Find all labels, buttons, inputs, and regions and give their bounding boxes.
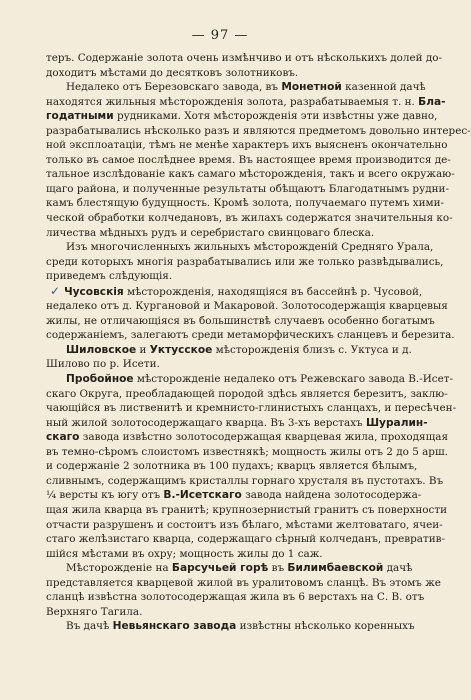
text-run: среди которыхъ многія разрабатывались или же только развѣдывались, bbox=[46, 255, 444, 268]
text-run: жилы, не отличающіяся въ большинствѣ случаевъ особенно богатымъ bbox=[46, 314, 435, 327]
text-run: Шилово по р. Исети. bbox=[46, 358, 160, 371]
text-line bbox=[46, 255, 444, 270]
text-line bbox=[46, 605, 394, 620]
text-line bbox=[46, 619, 415, 634]
text-line bbox=[46, 328, 455, 343]
text-run: доходитъ мѣстами до десятковъ золотниковъ. bbox=[46, 66, 299, 79]
text-line bbox=[46, 474, 444, 489]
text-line bbox=[46, 416, 428, 431]
text-line bbox=[46, 182, 449, 197]
place-name: Чусовскія bbox=[64, 285, 124, 298]
place-name: Шуралин- bbox=[365, 416, 428, 429]
text-run: завода найдена золотосодержа- bbox=[241, 489, 422, 502]
text-run: недалеко отъ д. Кургановой и Макаровой. Золотосодержащія кварцевыя bbox=[46, 300, 448, 313]
text-line bbox=[46, 299, 448, 314]
text-line bbox=[46, 357, 394, 372]
text-line bbox=[46, 576, 441, 591]
place-name: скаго bbox=[46, 431, 80, 444]
place-name: Монетной bbox=[281, 81, 342, 94]
text-line bbox=[46, 314, 435, 329]
text-run: дачѣ bbox=[383, 562, 413, 575]
text-run: щая жила кварца въ гранитѣ; крупнозернистый гранитъ съ поверхности bbox=[46, 503, 448, 516]
text-line bbox=[46, 51, 443, 66]
text-run: мѣсторожденіе недалеко отъ Режевскаго завода В.-Исет- bbox=[133, 373, 453, 386]
text-line bbox=[46, 153, 451, 168]
place-name: В.-Исетскаго bbox=[163, 489, 242, 502]
text-run: представляется кварцевой жилой въ уралитовомъ сланцѣ. Въ этомъ же bbox=[46, 576, 441, 589]
place-name: Пробойное bbox=[66, 373, 134, 386]
text-run: только въ самое послѣднее время. Въ настоящее время производится де- bbox=[46, 153, 451, 166]
text-run: ный жилой золотосодержащаго кварца. Въ 3-хъ верстахъ bbox=[46, 416, 366, 429]
text-line bbox=[46, 124, 471, 139]
text-run: Изъ многочисленныхъ жильныхъ мѣсторожденій Средняго Урала, bbox=[66, 241, 434, 254]
text-line bbox=[46, 445, 448, 460]
text-line bbox=[46, 109, 438, 124]
text-run: въ темно-сѣромъ слоистомъ известнякѣ; мощность жилы отъ 2 до 5 арш. bbox=[46, 445, 448, 458]
text-run: стаго желѣзистаго кварца, содержащаго сѣрный колчеданъ, превратив- bbox=[46, 533, 445, 546]
text-line bbox=[46, 518, 443, 533]
text-line bbox=[46, 138, 448, 153]
text-run: находятся жильныя мѣсторожденія золота, разрабатываемыя т. н. bbox=[46, 95, 419, 108]
text-run: завода извѣстно золотосодержащая кварцевая жила, проходящая bbox=[79, 431, 449, 444]
text-line bbox=[46, 80, 426, 95]
text-run: казенной дачѣ bbox=[341, 81, 426, 94]
text-run: тальное изслѣдованіе какъ самаго мѣсторожденія, такъ и всего окружаю- bbox=[46, 168, 455, 181]
text-run: шійся мѣстами въ охру; мощность жилы до 1 саж. bbox=[46, 547, 323, 560]
text-line bbox=[46, 211, 453, 226]
text-run: камъ блестящую будущность. Кромѣ золота, получаемаго путемъ хими- bbox=[46, 197, 445, 210]
text-run: содержаніемъ, залегаютъ среди метаморфическихъ сланцевъ и березита. bbox=[46, 329, 455, 342]
text-line bbox=[46, 430, 449, 445]
text-run: Мѣсторожденіе на bbox=[66, 562, 172, 575]
text-run: Верхняго Тагила. bbox=[46, 605, 143, 618]
text-run: личества мѣдныхъ рудъ и серебристаго свинцоваго блеска. bbox=[46, 226, 375, 239]
text-run: мѣсторожденія близъ с. Уктуса и д. bbox=[212, 343, 412, 356]
place-name: Барсучьей горѣ bbox=[171, 562, 269, 575]
text-line bbox=[46, 387, 448, 402]
text-body bbox=[46, 51, 471, 634]
text-run: рудниками. Хотя мѣсторожденія эти извѣстны уже давно, bbox=[113, 110, 438, 123]
text-line bbox=[46, 95, 446, 110]
text-line bbox=[46, 240, 434, 255]
text-run: Недалеко отъ Березовскаго завода, въ bbox=[66, 81, 282, 94]
text-line bbox=[46, 503, 448, 518]
place-name: Бла- bbox=[418, 95, 446, 108]
text-run: и bbox=[136, 343, 150, 356]
text-run: извѣстны нѣсколько коренныхъ bbox=[236, 620, 415, 633]
text-run: сланцѣ извѣстна золотосодержащая жила въ 6 верстахъ на С. В. отъ bbox=[46, 591, 425, 604]
text-line bbox=[46, 343, 412, 358]
text-line bbox=[46, 459, 418, 474]
text-line bbox=[46, 372, 453, 387]
place-name: Билимбаевской bbox=[287, 562, 384, 575]
text-run: ческой обработки колчедановъ, въ жилахъ содержатся значительныя ко- bbox=[46, 212, 453, 225]
text-line bbox=[46, 590, 425, 605]
place-name: Невьянскаго завода bbox=[112, 620, 237, 633]
text-run: ной эксплоатаціи, тѣмъ не менѣе характеръ ихъ выясненъ окончательно bbox=[46, 139, 448, 152]
text-line bbox=[46, 226, 394, 241]
check-mark-icon: ✓ bbox=[50, 283, 61, 298]
text-line bbox=[46, 532, 445, 547]
text-run: скаго Округа, преобладающей породой здѣсь является березитъ, заклю- bbox=[46, 387, 448, 400]
text-run: щаго района, и полученные результаты обѣщаютъ Благодатнымъ рудни- bbox=[46, 182, 449, 195]
text-line bbox=[46, 488, 422, 503]
text-run: Въ дачѣ bbox=[66, 620, 113, 633]
text-run: и содержаніе 2 золотника въ 100 пудахъ; кварцъ является бѣлымъ, bbox=[46, 460, 418, 473]
text-run: разрабатывались нѣсколько разъ и являются предметомъ довольно интерес- bbox=[46, 124, 471, 137]
text-line bbox=[46, 269, 394, 284]
text-run: сливнымъ, содержащимъ кристаллы горнаго хрусталя въ пустотахъ. Въ bbox=[46, 474, 444, 487]
text-line bbox=[46, 547, 394, 562]
text-line bbox=[46, 167, 455, 182]
text-run: чающійся въ лиственитѣ и кремнисто-глинистыхъ сланцахъ, и пересѣчен- bbox=[46, 402, 457, 415]
text-run: теръ. Содержаніе золота очень измѣнчиво и отъ нѣсколькихъ долей до- bbox=[46, 52, 443, 64]
text-run: мѣсторожденія, находящіяся въ бассейнѣ р. Чусовой, bbox=[123, 285, 423, 298]
place-name: Уктусское bbox=[149, 343, 213, 356]
text-line bbox=[46, 401, 457, 416]
page-number: — 97 — bbox=[191, 28, 249, 43]
text-run: отчасти разрушенъ и состоитъ изъ бѣлаго, мѣстами желтоватаго, ячеи- bbox=[46, 518, 443, 531]
place-name: годатными bbox=[46, 110, 114, 123]
place-name: Шиловское bbox=[66, 343, 137, 356]
text-line bbox=[46, 66, 394, 81]
text-run: приведемъ слѣдующія. bbox=[46, 270, 173, 283]
text-run: въ bbox=[268, 562, 288, 575]
text-line bbox=[46, 196, 445, 211]
text-line bbox=[46, 561, 413, 576]
text-run: ¼ версты къ югу отъ bbox=[46, 489, 164, 502]
text-line bbox=[46, 283, 423, 300]
